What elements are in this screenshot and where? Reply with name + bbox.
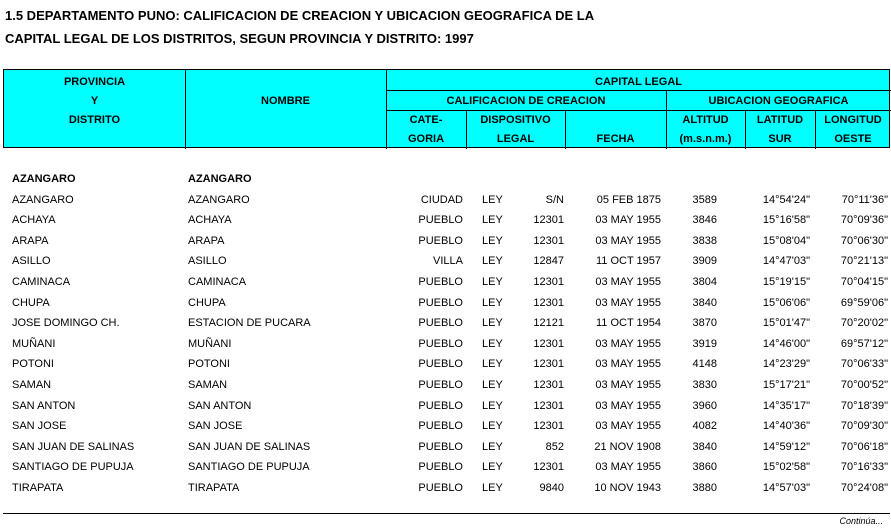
- distrito-cell: ASILLO: [12, 255, 51, 268]
- header-capital-legal: CAPITAL LEGAL: [595, 76, 682, 88]
- longitud-cell: 70°06'18": [840, 440, 888, 453]
- dispositivo-cell: LEY: [482, 399, 503, 412]
- numero-cell: 12301: [533, 214, 564, 227]
- longitud-cell: 69°57'12": [840, 337, 888, 350]
- altitud-cell: 3880: [692, 481, 717, 494]
- dispositivo-cell: LEY: [482, 214, 503, 227]
- altitud-cell: 3840: [692, 296, 717, 309]
- nombre-cell: ASILLO: [188, 255, 227, 268]
- dispositivo-cell: LEY: [482, 255, 503, 268]
- distrito-cell: JOSE DOMINGO CH.: [12, 317, 120, 330]
- distrito-cell: CAMINACA: [12, 275, 71, 288]
- header-goria: GORIA: [407, 133, 445, 145]
- longitud-cell: 70°20'02": [840, 317, 888, 330]
- table-row: [0, 191, 891, 212]
- longitud-cell: 70°09'30": [840, 420, 888, 433]
- table-row: [0, 335, 891, 356]
- distrito-cell: SANTIAGO DE PUPUJA: [12, 461, 134, 474]
- categoria-cell: PUEBLO: [418, 358, 463, 371]
- header-oeste: OESTE: [834, 133, 872, 145]
- numero-cell: 12301: [533, 420, 564, 433]
- distrito-cell: SAN JOSE: [12, 420, 67, 433]
- categoria-cell: PUEBLO: [418, 420, 463, 433]
- longitud-cell: 70°06'30": [840, 234, 888, 247]
- header-legal: LEGAL: [496, 133, 535, 145]
- numero-cell: 12301: [533, 358, 564, 371]
- fecha-cell: 21 NOV 1908: [594, 440, 661, 453]
- table-row: [0, 355, 891, 376]
- nombre-cell: TIRAPATA: [188, 481, 240, 494]
- altitud-cell: 3804: [692, 275, 717, 288]
- categoria-cell: PUEBLO: [418, 378, 463, 391]
- dispositivo-cell: LEY: [482, 296, 503, 309]
- fecha-cell: 11 OCT 1957: [595, 255, 661, 268]
- latitud-cell: 14°35'17": [762, 399, 810, 412]
- categoria-cell: CIUDAD: [420, 193, 463, 206]
- altitud-cell: 3838: [692, 234, 717, 247]
- header-y: Y: [90, 95, 99, 107]
- altitud-cell: 3860: [692, 461, 717, 474]
- nombre-cell: SAN JOSE: [188, 420, 243, 433]
- longitud-cell: 70°24'08": [840, 481, 888, 494]
- nombre-cell: SAN JUAN DE SALINAS: [188, 440, 311, 453]
- table-row: [0, 438, 891, 459]
- nombre-cell: SANTIAGO DE PUPUJA: [188, 461, 310, 474]
- nombre-cell: ESTACION DE PUCARA: [188, 317, 311, 330]
- dispositivo-cell: LEY: [482, 378, 503, 391]
- dispositivo-cell: LEY: [482, 440, 503, 453]
- fecha-cell: 03 MAY 1955: [595, 461, 661, 474]
- table-row: [0, 232, 891, 253]
- nombre-cell: ACHAYA: [188, 214, 232, 227]
- table-row: [0, 211, 891, 232]
- table-row: [0, 417, 891, 438]
- categoria-cell: PUEBLO: [418, 296, 463, 309]
- latitud-cell: 15°16'58": [762, 214, 810, 227]
- fecha-cell: 03 MAY 1955: [595, 214, 661, 227]
- dispositivo-cell: LEY: [482, 193, 503, 206]
- header-nombre: NOMBRE: [261, 95, 310, 107]
- dispositivo-cell: LEY: [482, 358, 503, 371]
- table-row: [0, 376, 891, 397]
- altitud-cell: 3909: [692, 255, 717, 268]
- longitud-cell: 70°18'39": [840, 399, 888, 412]
- latitud-cell: 14°46'00": [762, 337, 810, 350]
- table-row: [0, 397, 891, 418]
- altitud-cell: 3840: [692, 440, 717, 453]
- longitud-cell: 70°16'33": [840, 461, 888, 474]
- altitud-cell: 4082: [692, 420, 717, 433]
- longitud-cell: 70°11'36": [841, 193, 888, 206]
- dispositivo-cell: LEY: [482, 420, 503, 433]
- header-divider: [185, 70, 186, 149]
- fecha-cell: 03 MAY 1955: [595, 337, 661, 350]
- nombre-cell: CHUPA: [188, 296, 226, 309]
- header-msnm: (m.s.n.m.): [679, 133, 732, 145]
- latitud-cell: 15°02'58": [762, 461, 810, 474]
- nombre-cell: ARAPA: [188, 234, 225, 247]
- group-nombre: AZANGARO: [188, 173, 252, 185]
- fecha-cell: 03 MAY 1955: [595, 420, 661, 433]
- distrito-cell: CHUPA: [12, 296, 50, 309]
- distrito-cell: ACHAYA: [12, 214, 56, 227]
- categoria-cell: PUEBLO: [418, 317, 463, 330]
- header-calificacion: CALIFICACION DE CREACION: [446, 95, 606, 107]
- categoria-cell: PUEBLO: [418, 234, 463, 247]
- dispositivo-cell: LEY: [482, 317, 503, 330]
- numero-cell: 12121: [533, 317, 564, 330]
- latitud-cell: 14°40'36": [762, 420, 810, 433]
- nombre-cell: POTONI: [188, 358, 230, 371]
- distrito-cell: ARAPA: [12, 234, 49, 247]
- altitud-cell: 3830: [692, 378, 717, 391]
- page-title: 1.5 DEPARTAMENTO PUNO: CALIFICACION DE CREACION Y UBICACION GEOGRAFICA DE LA: [5, 8, 595, 23]
- altitud-cell: 3846: [692, 214, 717, 227]
- latitud-cell: 15°01'47": [762, 317, 810, 330]
- table-row: [0, 479, 891, 500]
- latitud-cell: 14°23'29": [762, 358, 810, 371]
- categoria-cell: VILLA: [433, 255, 463, 268]
- categoria-cell: PUEBLO: [418, 440, 463, 453]
- categoria-cell: PUEBLO: [418, 481, 463, 494]
- latitud-cell: 15°19'15": [762, 275, 810, 288]
- numero-cell: S/N: [545, 193, 564, 206]
- fecha-cell: 03 MAY 1955: [595, 275, 661, 288]
- numero-cell: 12301: [533, 337, 564, 350]
- longitud-cell: 70°09'36": [840, 214, 888, 227]
- numero-cell: 9840: [539, 481, 564, 494]
- header-rule: [386, 90, 891, 91]
- table-row: [0, 273, 891, 294]
- latitud-cell: 15°17'21": [762, 378, 810, 391]
- altitud-cell: 3870: [692, 317, 717, 330]
- categoria-cell: PUEBLO: [418, 399, 463, 412]
- categoria-cell: PUEBLO: [418, 275, 463, 288]
- page-subtitle: CAPITAL LEGAL DE LOS DISTRITOS, SEGUN PROVINCIA Y DISTRITO: 1997: [5, 31, 474, 46]
- longitud-cell: 70°21'13": [840, 255, 888, 268]
- header-distrito: DISTRITO: [68, 114, 121, 126]
- footer-rule: [3, 513, 890, 514]
- header-provincia: PROVINCIA: [63, 76, 126, 88]
- dispositivo-cell: LEY: [482, 234, 503, 247]
- latitud-cell: 14°57'03": [762, 481, 810, 494]
- numero-cell: 852: [545, 440, 564, 453]
- fecha-cell: 11 OCT 1954: [595, 317, 661, 330]
- distrito-cell: MUÑANI: [12, 337, 56, 350]
- distrito-cell: SAN ANTON: [12, 399, 76, 412]
- altitud-cell: 3589: [692, 193, 717, 206]
- header-sur: SUR: [768, 133, 792, 145]
- numero-cell: 12301: [533, 296, 564, 309]
- header-fecha: FECHA: [596, 133, 635, 145]
- longitud-cell: 70°06'33": [840, 358, 888, 371]
- fecha-cell: 03 MAY 1955: [595, 378, 661, 391]
- fecha-cell: 03 MAY 1955: [595, 234, 661, 247]
- latitud-cell: 15°08'04": [762, 234, 810, 247]
- header-dispositivo: DISPOSITIVO: [480, 114, 551, 126]
- distrito-cell: POTONI: [12, 358, 54, 371]
- categoria-cell: PUEBLO: [418, 461, 463, 474]
- nombre-cell: SAN ANTON: [188, 399, 252, 412]
- latitud-cell: 14°47'03": [762, 255, 810, 268]
- continua-note: Continúa...: [839, 516, 883, 526]
- numero-cell: 12301: [533, 461, 564, 474]
- numero-cell: 12847: [533, 255, 564, 268]
- header-latitud: LATITUD: [756, 114, 804, 126]
- dispositivo-cell: LEY: [482, 275, 503, 288]
- table-header: [3, 69, 890, 148]
- numero-cell: 12301: [533, 378, 564, 391]
- distrito-cell: SAMAN: [12, 378, 52, 391]
- table-row: [0, 294, 891, 315]
- fecha-cell: 10 NOV 1943: [594, 481, 661, 494]
- fecha-cell: 05 FEB 1875: [596, 193, 661, 206]
- altitud-cell: 3919: [692, 337, 717, 350]
- latitud-cell: 14°54'24": [762, 193, 810, 206]
- longitud-cell: 70°04'15": [840, 275, 888, 288]
- altitud-cell: 4148: [692, 358, 717, 371]
- distrito-cell: SAN JUAN DE SALINAS: [12, 440, 135, 453]
- numero-cell: 12301: [533, 275, 564, 288]
- table-row: [0, 314, 891, 335]
- fecha-cell: 03 MAY 1955: [595, 358, 661, 371]
- table-row: [0, 252, 891, 273]
- header-longitud: LONGITUD: [824, 114, 882, 126]
- numero-cell: 12301: [533, 399, 564, 412]
- fecha-cell: 03 MAY 1955: [595, 399, 661, 412]
- distrito-cell: AZANGARO: [12, 193, 74, 206]
- latitud-cell: 15°06'06": [762, 296, 810, 309]
- dispositivo-cell: LEY: [482, 337, 503, 350]
- table-body: [0, 170, 891, 500]
- longitud-cell: 70°00'52": [840, 378, 888, 391]
- nombre-cell: CAMINACA: [188, 275, 247, 288]
- header-ubicacion: UBICACION GEOGRAFICA: [708, 95, 849, 107]
- categoria-cell: PUEBLO: [418, 337, 463, 350]
- categoria-cell: PUEBLO: [418, 214, 463, 227]
- group-row: [0, 170, 891, 191]
- header-cate: CATE-: [409, 114, 443, 126]
- longitud-cell: 69°59'06": [840, 296, 888, 309]
- numero-cell: 12301: [533, 234, 564, 247]
- nombre-cell: SAMAN: [188, 378, 228, 391]
- group-provincia: AZANGARO: [12, 173, 76, 185]
- header-rule: [386, 110, 891, 111]
- dispositivo-cell: LEY: [482, 481, 503, 494]
- nombre-cell: MUÑANI: [188, 337, 232, 350]
- altitud-cell: 3960: [692, 399, 717, 412]
- fecha-cell: 03 MAY 1955: [595, 296, 661, 309]
- table-row: [0, 458, 891, 479]
- latitud-cell: 14°59'12": [762, 440, 810, 453]
- distrito-cell: TIRAPATA: [12, 481, 64, 494]
- dispositivo-cell: LEY: [482, 461, 503, 474]
- header-altitud: ALTITUD: [682, 114, 729, 126]
- nombre-cell: AZANGARO: [188, 193, 250, 206]
